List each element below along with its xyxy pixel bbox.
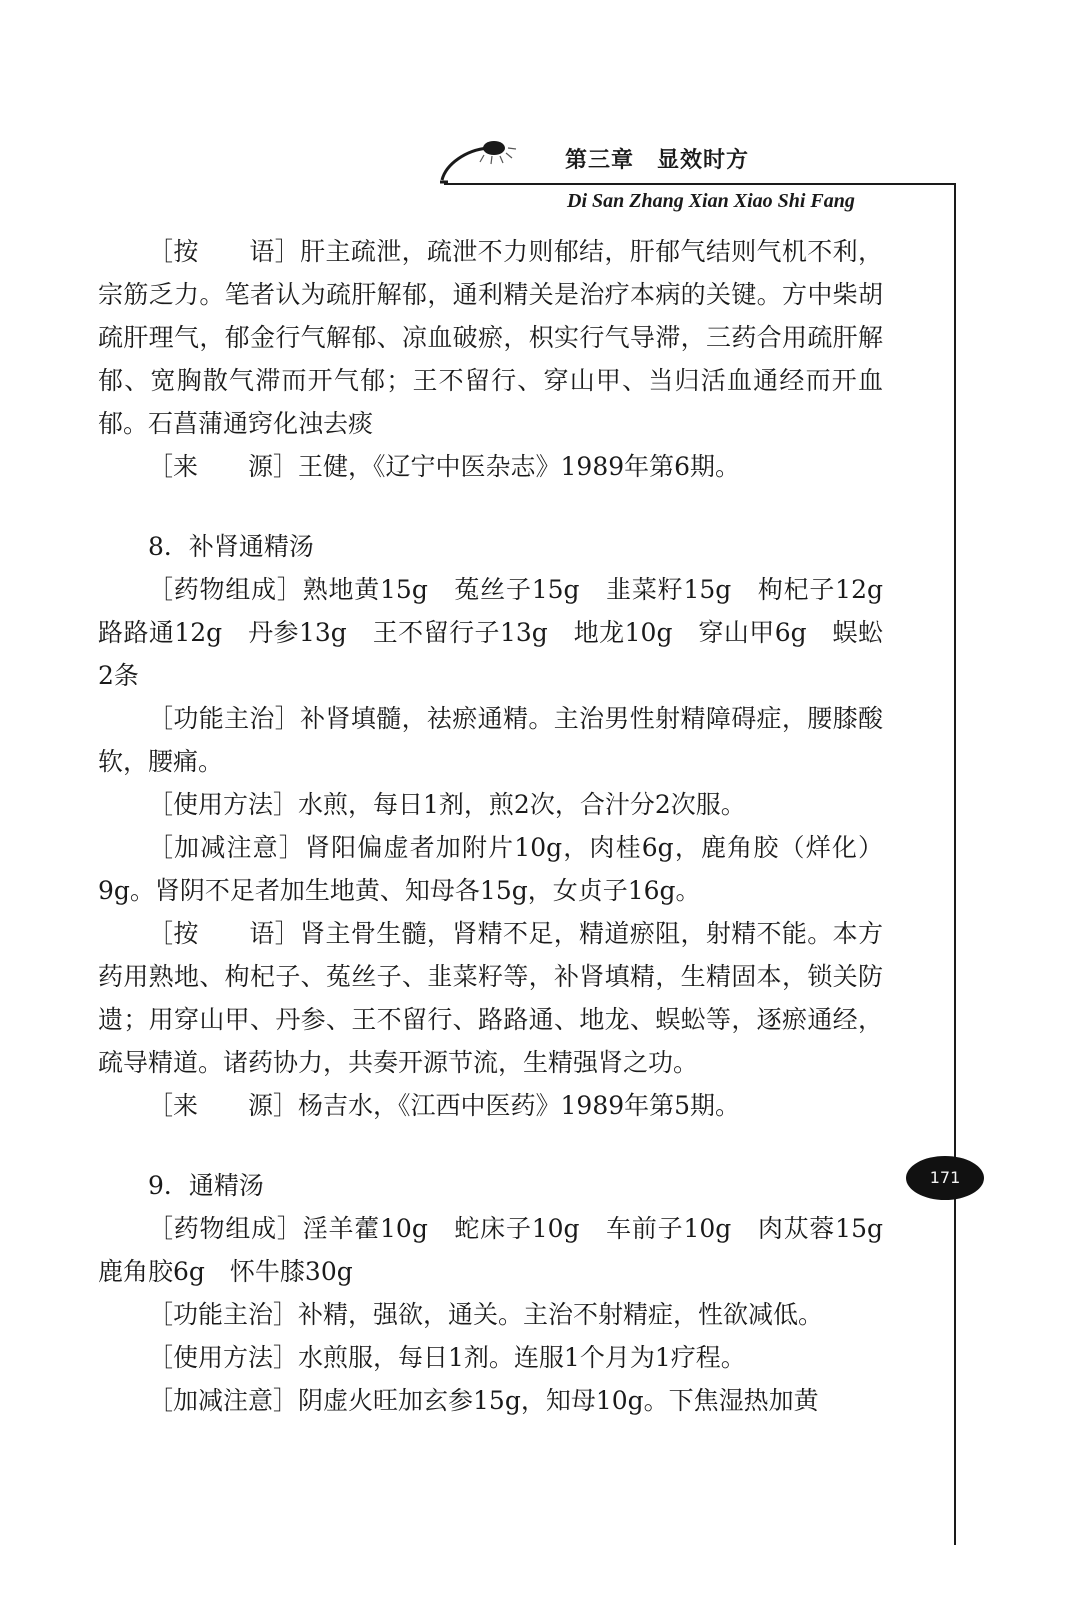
- term-label: ［加减注意］: [148, 833, 305, 862]
- side-rule: [954, 183, 956, 1545]
- paragraph-text: 淫羊藿10g 蛇床子10g 车前子10g 肉苁蓉15g 鹿角胶6g 怀牛膝30g: [98, 1214, 909, 1286]
- paragraph-text: 杨吉水，《江西中医药》1989年第5期。: [298, 1091, 741, 1120]
- paragraph-commentary: [98, 912, 883, 1084]
- paragraph-text: 补肾填髓，祛瘀通精。主治男性射精障碍症，腰膝酸软，腰痛。: [98, 704, 883, 776]
- term-label: ［按 语］: [148, 237, 301, 266]
- paragraph-text: 肾阳偏虚者加附片10g，肉桂6g，鹿角胶（烊化）9g。肾阴不足者加生地黄、知母各15g，女贞子16g。: [98, 833, 883, 905]
- text-body: [98, 230, 909, 1422]
- header-rule: [444, 183, 956, 185]
- paragraph-usage: [98, 783, 883, 826]
- term-label: ［按 语］: [148, 919, 301, 948]
- paragraph-text: 肝主疏泄，疏泄不力则郁结，肝郁气结则气机不利，宗筋乏力。笔者认为疏肝解郁，通利精关是治疗本病的关键。方中柴胡疏肝理气，郁金行气解郁、凉血破瘀，枳实行气导滞，三药合用疏肝解郁、宽胸散气滞而开气郁；王不留行、穿山甲、当归活血通经而开血郁。石菖蒲通窍化浊去痰: [98, 237, 883, 438]
- term-label: ［药物组成］: [148, 1214, 303, 1243]
- paragraph-source: [98, 445, 883, 488]
- paragraph-modifications: [98, 826, 883, 912]
- paragraph-ingredients: [98, 1207, 909, 1293]
- term-label: ［药物组成］: [148, 575, 303, 604]
- term-label: ［功能主治］: [148, 704, 301, 733]
- page-number-tab: 171: [906, 1156, 984, 1200]
- paragraph-usage: [98, 1336, 883, 1379]
- chapter-title: 第三章 显效时方: [565, 148, 750, 173]
- term-label: ［使用方法］: [148, 1343, 299, 1372]
- formula-title: 8．补肾通精汤: [148, 532, 314, 561]
- chapter-pinyin: Di San Zhang Xian Xiao Shi Fang: [567, 190, 855, 212]
- paragraph-modifications: [98, 1379, 883, 1422]
- paragraph-indications: [98, 1293, 883, 1336]
- term-label: ［来 源］: [148, 1091, 299, 1120]
- paragraph-text: 阴虚火旺加玄参15g，知母10g。下焦湿热加黄: [298, 1386, 819, 1415]
- paragraph-text: 王健，《辽宁中医杂志》1989年第6期。: [298, 452, 741, 481]
- paragraph-text: 熟地黄15g 菟丝子15g 韭菜籽15g 枸杞子12g 路路通12g 丹参13g 王不留行子13g 地龙10g 穿山甲6g 蜈蚣2条: [98, 575, 909, 690]
- paragraph-text: 肾主骨生髓，肾精不足，精道瘀阻，射精不能。本方药用熟地、枸杞子、菟丝子、韭菜籽等，补肾填精，生精固本，锁关防遗；用穿山甲、丹参、王不留行、路路通、地龙、蜈蚣等，逐瘀通经，疏导精道。诸药协力，共奏开源节流，生精强肾之功。: [98, 919, 883, 1077]
- formula-title: 9．通精汤: [148, 1171, 264, 1200]
- paragraph-text: 水煎，每日1剂，煎2次，合汁分2次服。: [298, 790, 746, 819]
- paragraph-text: 水煎服，每日1剂。连服1个月为1疗程。: [298, 1343, 746, 1372]
- paragraph-ingredients: [98, 568, 909, 697]
- paragraph-indications: [98, 697, 883, 783]
- paragraph-commentary: [98, 230, 883, 445]
- term-label: ［来 源］: [148, 452, 299, 481]
- term-label: ［加减注意］: [148, 1386, 299, 1415]
- paragraph-text: 补精，强欲，通关。主治不射精症，性欲减低。: [298, 1300, 824, 1329]
- lamp-decoration-icon: [436, 128, 526, 186]
- paragraph-source: [98, 1084, 883, 1127]
- term-label: ［功能主治］: [148, 1300, 299, 1329]
- term-label: ［使用方法］: [148, 790, 299, 819]
